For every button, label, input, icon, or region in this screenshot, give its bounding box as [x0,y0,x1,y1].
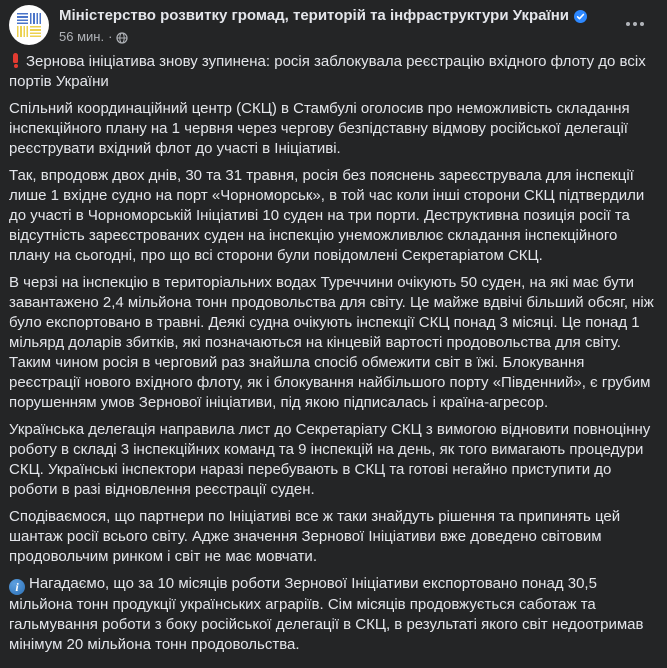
post-header [0,0,667,45]
post-paragraph [9,273,659,413]
meta-separator: · [108,29,113,44]
post-text: Сподіваємося, що партнери по Ініціативі все ж таки знайдуть рішення та припинять цей шантаж росії всього світу. Адже значення Зернової Ініціативи вже доведено світовим продовольчим ринком і світ не має мовчати. [9,508,621,565]
post-text: В черзі на інспекцію в територіальних водах Туреччини очікують 50 суден, на які має бути завантажено 2,4 мільйона тонн продовольства для світу. Це майже вдвічі більший обсяг, ніж було експортовано в травні. Деякі судна очікують інспекції СКЦ понад 3 місяці. Це понад 1 мільярд доларів збитків, які позначаються на кінцевій вартості продовольства для світу. Таким чином росія в черговий раз знайшла спосіб обмежити світ в їжі. Блокування реєстрації нового вхідного флоту, як і блокування найбільшого порту «Південний», є грубим порушенням умов Зернової ініціативи, під якою підписалась і країна-агресор. [9,274,654,411]
post-meta-row [59,29,587,45]
post-text: Спільний координаційний центр (СКЦ) в Стамбулі оголосив про неможливість складання інспекційного плану на 1 червня через чергову безпідставну відмову російської делегації реєструвати вхідний флот до участі в Ініціативі. [9,100,630,157]
post-paragraph [9,52,659,92]
logo-stripes-blue-horizontal [17,13,28,24]
globe-icon [116,32,128,44]
page-avatar[interactable] [9,5,49,45]
post-paragraph [9,574,659,655]
post-options-button[interactable] [620,16,650,32]
page-name-row [59,6,587,26]
ellipsis-dot [626,22,630,26]
info-icon [9,579,25,595]
post-paragraph [9,420,659,500]
ellipsis-dot [640,22,644,26]
ministry-logo [17,13,41,37]
red-exclamation-icon [9,53,23,68]
post-body [0,45,667,655]
verified-badge-icon [574,10,587,23]
page-name-link[interactable]: Міністерство розвитку громад, територій та інфраструктури України [59,7,569,24]
header-info [59,5,587,45]
post-text: Українська делегація направила лист до Секретаріату СКЦ з вимогою відновити повноцінну роботу в складі 3 інспекційних команд та 9 інспекцій на день, як того вимагають процедури СКЦ. Українські інспектори наразі перебувають в СКЦ та готові негайно приступити до роботи в разі відновлення реєстрації суден. [9,421,651,498]
ellipsis-dot [633,22,637,26]
post-text: Зернова ініціатива знову зупинена: росія заблокувала реєстрацію вхідного флоту до всіх портів України [9,53,646,90]
logo-stripes-blue-vertical [30,13,41,24]
logo-stripes-yellow-vertical [17,26,28,37]
post-text: Нагадаємо, що за 10 місяців роботи Зернової Ініціативи експортовано понад 30,5 мільйона тонн продукції українських аграріїв. Сім місяців продовжується саботаж та гальмування роботи з боку російської делегації в СКЦ, в результаті якого світ недоотримав мінімум 20 мільйона тонн продовольства. [9,575,644,653]
logo-stripes-yellow-horizontal [30,26,41,37]
timestamp-link[interactable]: 56 мин. [59,29,105,44]
post-paragraph [9,166,659,266]
post-paragraph [9,99,659,159]
post-text: Так, впродовж двох днів, 30 та 31 травня, росія без пояснень зареєструвала для інспекції лише 1 вхідне судно на порт «Чорноморськ», в той час коли інші сторони СКЦ підтвердили до участі в Чорноморській Ініціативі 10 суден на три порти. Деструктивна позиція росії та відсутність зареєстрованих суден на інспекцію унеможливлює складання інспекційного плану на сьогодні, про що всі сторони були повідомлені Секретаріатом СКЦ. [9,167,645,264]
post-paragraph [9,507,659,567]
